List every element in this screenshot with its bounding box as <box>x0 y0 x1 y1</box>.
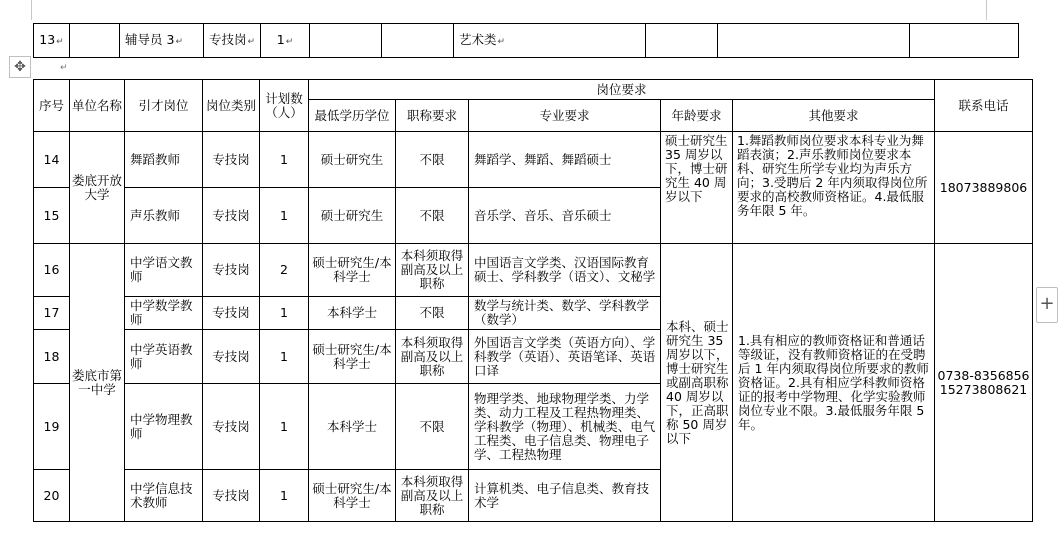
cell-title: 不限 <box>396 384 469 470</box>
cell-title: 本科须取得副高及以上职称 <box>396 330 469 384</box>
header-phone: 联系电话 <box>935 80 1033 132</box>
cell-unit: 娄底市第一中学 <box>70 244 125 522</box>
cell-category: 专技岗 <box>203 384 260 470</box>
header-unit: 单位名称 <box>70 80 125 132</box>
header-seq: 序号 <box>34 80 70 132</box>
cell-post: 中学语文教师 <box>125 244 203 297</box>
cell-age: 硕士研究生 35 周岁以下，博士研究生 40 周岁以下 <box>661 132 733 244</box>
cell-count: 1 <box>260 330 309 384</box>
cell-post: 中学信息技术教师 <box>125 470 203 522</box>
cell-major: 数学与统计类、数学、学科教学（数学） <box>469 297 661 330</box>
cell-education: 硕士研究生/本科学士 <box>309 470 396 522</box>
cell-education: 本科学士 <box>309 297 396 330</box>
cell-unit: 娄底开放大学 <box>70 132 125 244</box>
cell-title: 本科须取得副高及以上职称 <box>396 244 469 297</box>
cell-post: 声乐教师 <box>125 188 203 244</box>
cell-age <box>646 24 718 58</box>
previous-table-row <box>33 23 1019 58</box>
cell-seq: 18 <box>34 330 70 384</box>
cell-major: 音乐学、音乐、音乐硕士 <box>469 188 661 244</box>
cell-count: 1↵ <box>261 24 310 58</box>
table-row <box>34 244 1033 297</box>
cell-major: 艺术类↵ <box>454 24 646 58</box>
cell-post: 舞蹈教师 <box>125 132 203 188</box>
cell-education: 硕士研究生/本科学士 <box>309 244 396 297</box>
cell-seq: 19 <box>34 384 70 470</box>
cell-post: 中学英语教师 <box>125 330 203 384</box>
cell-count: 1 <box>260 188 309 244</box>
cell-count: 1 <box>260 297 309 330</box>
cell-major: 舞蹈学、舞蹈、舞蹈硕士 <box>469 132 661 188</box>
cell-other <box>718 24 910 58</box>
cell-post: 中学数学教师 <box>125 297 203 330</box>
header-row <box>34 80 1033 100</box>
add-column-plus-icon[interactable]: + <box>1036 287 1058 323</box>
header-title: 职称要求 <box>396 100 469 132</box>
cell-age: 本科、硕士研究生 35 周岁以下，博士研究生或副高职称 40 周岁以下，正高职称 50 周岁以下 <box>661 244 733 522</box>
cell-category: 专技岗 <box>203 297 260 330</box>
paragraph-mark: ↵ <box>60 63 68 73</box>
cell-education: 硕士研究生/本科学士 <box>309 330 396 384</box>
cell-unit <box>70 24 120 58</box>
cell-education: 硕士研究生 <box>309 188 396 244</box>
cell-education: 硕士研究生 <box>309 132 396 188</box>
cell-count: 1 <box>260 132 309 188</box>
header-major: 专业要求 <box>469 100 661 132</box>
cell-seq: 16 <box>34 244 70 297</box>
cell-seq: 14 <box>34 132 70 188</box>
cell-phone: 0738-8356856 15273808621 <box>935 244 1033 522</box>
cell-category: 专技岗 <box>203 330 260 384</box>
cell-major: 物理学类、地球物理学类、力学类、动力工程及工程热物理类、学科教学（物理）、机械类、电气工程类、电子信息类、物理电子学、工程热物理 <box>469 384 661 470</box>
cell-major: 计算机类、电子信息类、教育技术学 <box>469 470 661 522</box>
cell-post: 中学物理教师 <box>125 384 203 470</box>
header-age: 年龄要求 <box>661 100 733 132</box>
cell-other: 1.具有相应的教师资格证和普通话等级证，没有教师资格证的在受聘后 1 年内须取得岗位所要求的教师资格证。2.具有相应学科教师资格证的报考中学物理、化学实验教师岗位专业不限。3.最低服务年限 5 年。 <box>733 244 935 522</box>
header-education: 最低学历学位 <box>309 100 396 132</box>
cell-title: 本科须取得副高及以上职称 <box>396 470 469 522</box>
cell-category: 专技岗 <box>203 470 260 522</box>
header-requirements: 岗位要求 <box>309 80 935 100</box>
cell-seq: 20 <box>34 470 70 522</box>
cell-category: 专技岗 <box>203 244 260 297</box>
cell-category: 专技岗 <box>203 132 260 188</box>
header-count: 计划数（人） <box>260 80 309 132</box>
cell-phone: 18073889806 <box>935 132 1033 244</box>
page-margin-guide <box>986 0 987 20</box>
header-post: 引才岗位 <box>125 80 203 132</box>
cell-count: 1 <box>260 470 309 522</box>
cell-category: 专技岗 <box>203 188 260 244</box>
header-other: 其他要求 <box>733 100 935 132</box>
cell-other: 1.舞蹈教师岗位要求本科专业为舞蹈表演；2.声乐教师岗位要求本科、研究生所学专业均为声乐方向；3.受聘后 2 年内须取得岗位所要求的高校教师资格证。4.最低服务年限 5 年。 <box>733 132 935 244</box>
cell-category: 专技岗↵ <box>204 24 261 58</box>
cell-title <box>382 24 454 58</box>
page-margin-guide <box>31 0 32 20</box>
table-row <box>34 132 1033 188</box>
cell-education: 本科学士 <box>309 384 396 470</box>
table-move-handle-icon[interactable]: ✥ <box>9 56 31 78</box>
cell-seq: 15 <box>34 188 70 244</box>
cell-seq: 13↵ <box>34 24 70 58</box>
header-category: 岗位类别 <box>203 80 260 132</box>
table-row <box>34 24 1019 58</box>
cell-seq: 17 <box>34 297 70 330</box>
cell-count: 2 <box>260 244 309 297</box>
cell-title: 不限 <box>396 297 469 330</box>
cell-major: 外国语言文学类（英语方向）、学科教学（英语）、英语笔译、英语口译 <box>469 330 661 384</box>
cell-count: 1 <box>260 384 309 470</box>
cell-phone <box>910 24 1019 58</box>
cell-post: 辅导员 3↵ <box>120 24 204 58</box>
cell-major: 中国语言文学类、汉语国际教育硕士、学科教学（语文）、文秘学 <box>469 244 661 297</box>
cell-education <box>310 24 382 58</box>
recruitment-table <box>33 79 1033 522</box>
cell-title: 不限 <box>396 132 469 188</box>
cell-title: 不限 <box>396 188 469 244</box>
